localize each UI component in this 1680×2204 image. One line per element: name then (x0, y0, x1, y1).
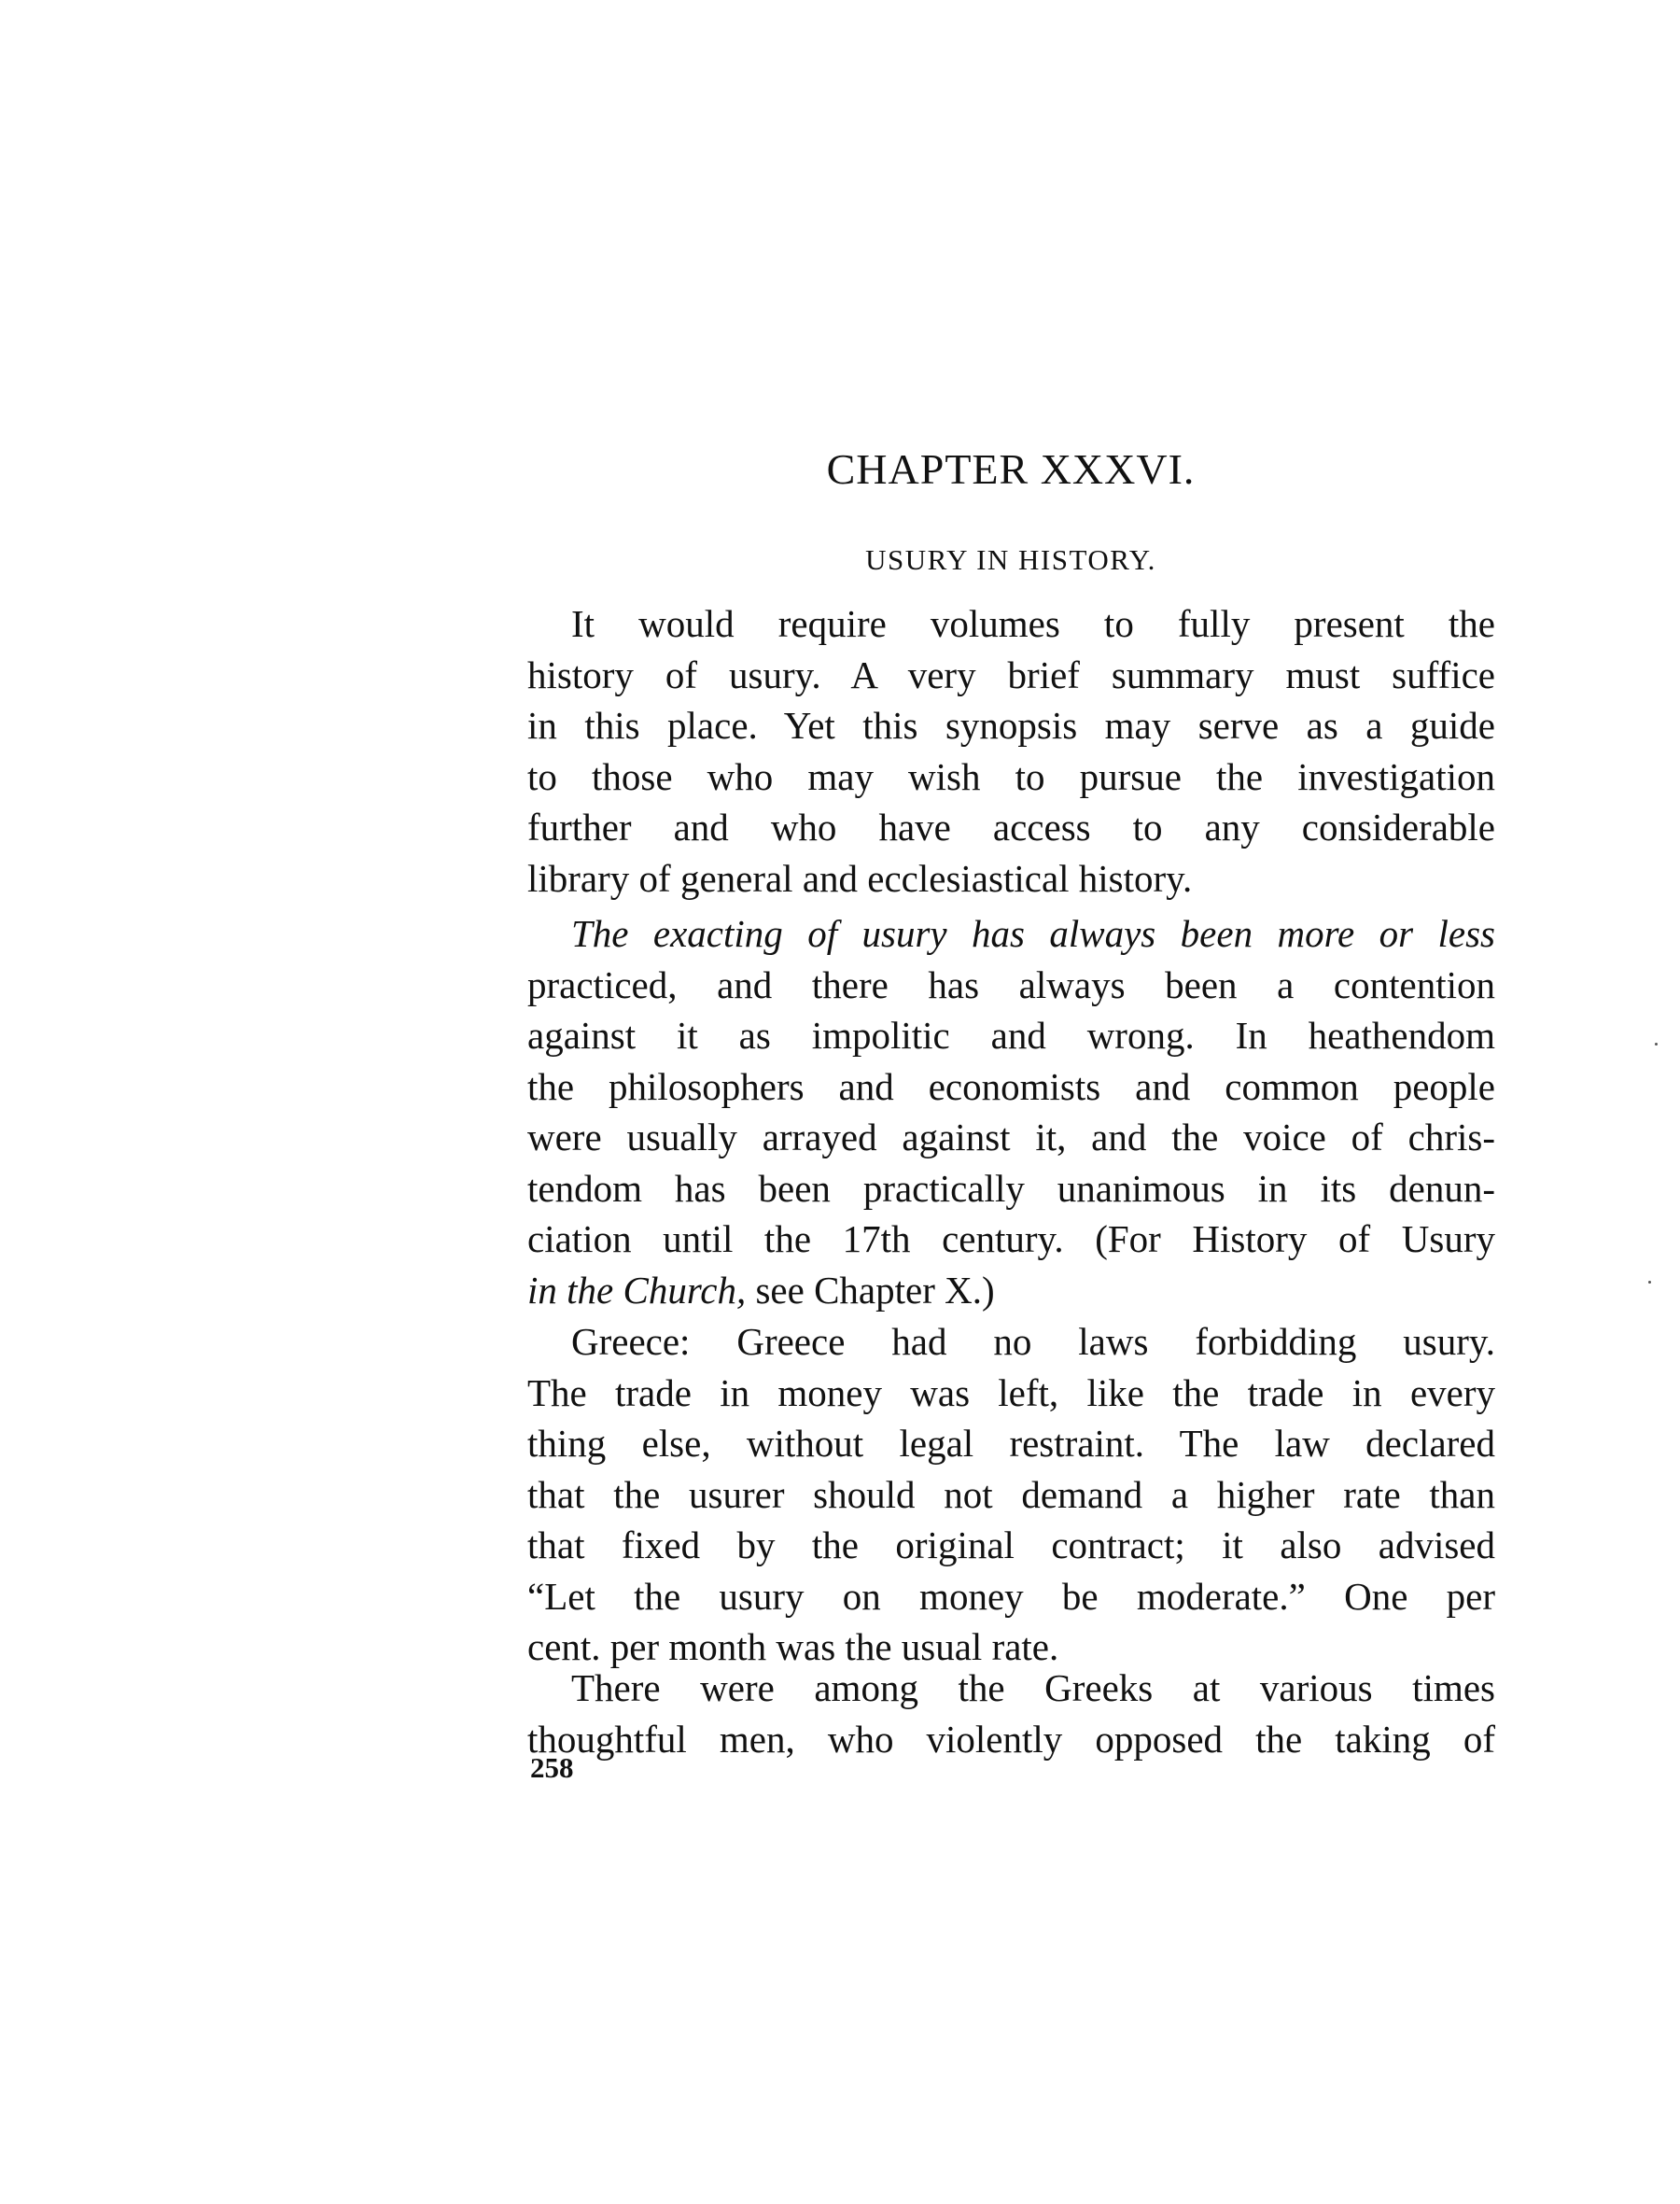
scan-speck (1648, 1281, 1651, 1284)
text-line: library of general and ecclesiastical history. (527, 856, 1193, 900)
page-number: 258 (530, 1751, 574, 1784)
text-line: the philosophers and economists and common people (527, 1064, 1495, 1108)
text-line: It would require volumes to fully present the (571, 602, 1495, 645)
text-line: “Let the usury on money be moderate.” One per (527, 1574, 1495, 1618)
paragraph-exacting-of-usury (527, 908, 1495, 1315)
section-title: USURY IN HISTORY. (865, 543, 1156, 576)
text-line (527, 1265, 1495, 1316)
text-line: There were among the Greeks at various times (571, 1666, 1495, 1709)
text-line: Greece: Greece had no laws forbidding usury. (571, 1320, 1495, 1363)
text-line: The trade in money was left, like the trade in every (527, 1370, 1495, 1414)
text-line: tendom has been practically unanimous in its denun- (527, 1166, 1495, 1210)
italic-text: The exacting of usury has always been more or less (571, 912, 1495, 955)
text-line: thoughtful men, who violently opposed the taking of (527, 1717, 1495, 1761)
paragraph-greek-opponents (527, 1663, 1495, 1764)
text-line: against it as impolitic and wrong. In heathendom (527, 1014, 1495, 1057)
italic-text: in the Church, (527, 1268, 747, 1312)
text-line: practiced, and there has always been a contention (527, 962, 1495, 1006)
text-line: further and who have access to any considerable (527, 806, 1495, 849)
text-line: were usually arrayed against it, and the voice of chris- (527, 1116, 1495, 1158)
text-line: cent. per month was the usual rate. (527, 1625, 1059, 1668)
text-line: history of usury. A very brief summary must suffice (527, 653, 1495, 696)
text-line: that the usurer should not demand a higher rate than (527, 1472, 1495, 1516)
text-line: ciation until the 17th century. (For History of Usury (527, 1217, 1495, 1260)
text-line: in this place. Yet this synopsis may serve as a guide (527, 704, 1495, 747)
chapter-title: CHAPTER XXXVI. (826, 445, 1196, 493)
text-line: to those who may wish to pursue the investigation (527, 754, 1495, 798)
text-line (527, 908, 1495, 960)
text-line: that fixed by the original contract; it also advised (527, 1523, 1495, 1566)
paragraph-greece (527, 1316, 1495, 1673)
scan-speck (1655, 1043, 1658, 1046)
text-line: thing else, without legal restraint. The law declared (527, 1422, 1495, 1465)
paragraph-intro (527, 598, 1495, 904)
text-segment: see Chapter X.) (746, 1268, 995, 1312)
